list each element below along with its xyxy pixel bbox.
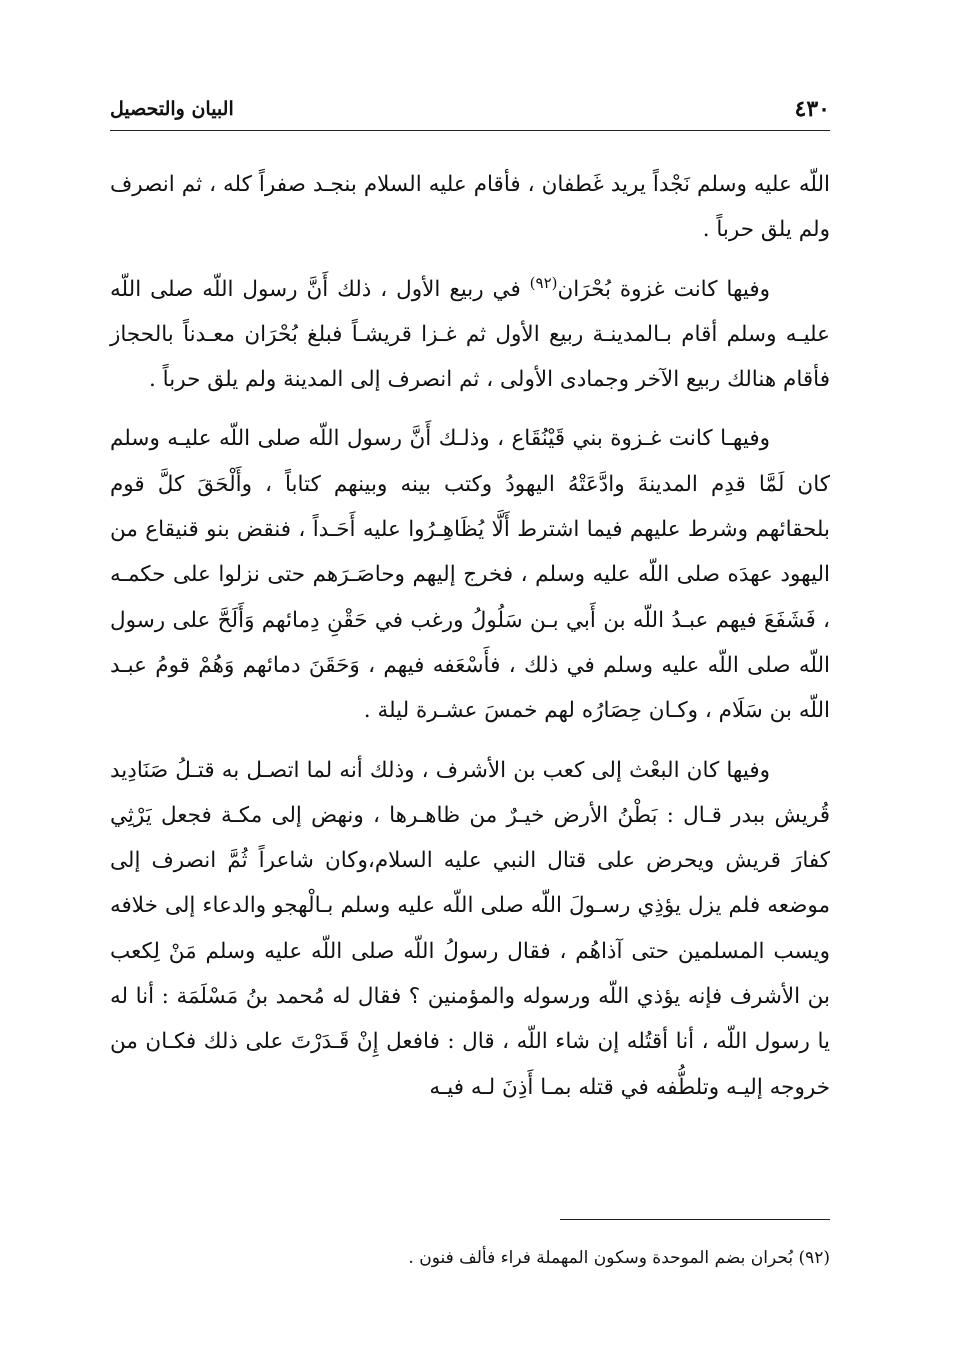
paragraph-4: وفيها كان البعْث إلى كعب بن الأشرف ، وذلك أنه لما اتصـل به قتـلُ صَنَادِيد قُريش ببدر قـال : بَطْنُ الأرض خيـرٌ من ظاهـرها ، ونهض إلى مكـة فجعل يَرْثِي كفارَ قريش ويحرض على قتال النبي عليه السلام،وكان شاعراً ثُمَّ انصرف إلى موضعه فلم يزل يؤذِي رسـولَ اللّه صلى اللّه عليه وسلم بـالْهجو والدعاء إلى خلافه ويسب المسلمين حتى آذاهُم ، فقال رسولُ اللّه صلى اللّه عليه وسلم مَنْ لِكعب بن الأشرف فإنه يؤذي اللّه ورسوله والمؤمنين ؟ فقال له مُحمد بنُ مَسْلَمَة : أنا له يا رسول اللّه ، أنا أقتُله إن شاء اللّه ، قال : فافعل إِنْ قَـدَرْتَ على ذلك فكـان من خروجه إليـه وتلطُّفه في قتله بمـا أَذِنَ لـه فيـه (110, 757, 830, 1100)
running-header (110, 96, 830, 131)
page-number: ٤٣٠ (794, 96, 830, 122)
paragraph-2-rest: في ربيع الأول ، ذلك أَنَّ رسول اللّه صلى اللّه عليـه وسلم أقام بـالمدينـة ربيع الأول ثم غـزا قريشـاً فبلغ بُحْرَان معـدناً بالحجاز فأقام هنالك ربيع الآخر وجمادى الأولى ، ثم انصرف إلى المدينة ولم يلق حرباً . (110, 276, 830, 393)
footnote-divider (560, 1219, 830, 1220)
main-text (110, 162, 830, 1124)
footnote: (٩٢) بُحران بضم الموحدة وسكون المهملة فراء فألف فنون . (408, 1248, 830, 1268)
paragraph-1: اللّه عليه وسلم نَجْداً يريد غَطفان ، فأقام عليه السلام بنجـد صفراً كله ، ثم انصرف ولم يلق حرباً . (110, 172, 830, 243)
paragraph-2-start: وفيها كانت غزوة بُحْرَان (557, 276, 770, 302)
paragraph-3: وفيهـا كانت غـزوة بني قَيْنُقَاع ، وذلـك أَنَّ رسول اللّه صلى اللّه عليـه وسلم كان لَمَّا قدِم المدينةَ وادَّعَتْهُ اليهودُ وكتب بينه وبينهم كتاباً ، وأَلْحَقَ كلَّ قوم بلحقائهم وشرط عليهم فيما اشترط أَلَّا يُظَاهِـرُوا عليه أَحَـداً ، فنقض بنو قنيقاع من اليهود عهدَه صلى اللّه عليه وسلم ، فخرج إليهم وحاصَـرَهم حتى نزلوا على حكمـه ، فَشَفَعَ فيهم عبـدُ اللّه بن أَبي بـن سَلُولُ ورغب في حَقْنِ دِمائهم وَأَلَحَّ على رسول اللّه صلى اللّه عليه وسلم في ذلك ، فأَسْعَفه فيهم ، وَحَقَنَ دمائهم وَهُمْ قومُ عبـد اللّه بن سَلَام ، وكـان حِصَارُه لهم خمسَ عشـرة ليلة . (110, 426, 830, 724)
book-title: البيان والتحصيل (110, 98, 234, 120)
paragraph-2 (110, 267, 830, 403)
footnote-reference-mark: (٩٢) (529, 273, 558, 292)
